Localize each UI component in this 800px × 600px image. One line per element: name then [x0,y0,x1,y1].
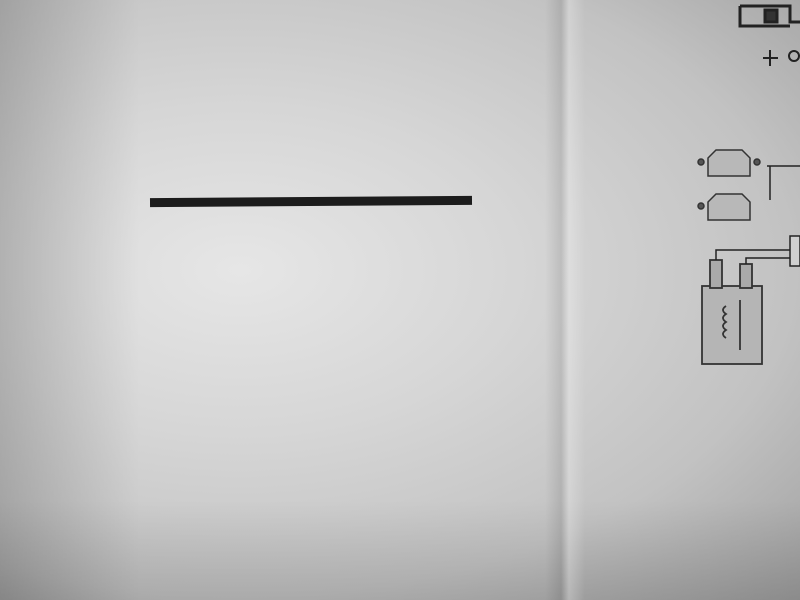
connector-13-shape [698,194,750,220]
page-shadow-bottom [0,500,800,600]
ground-symbol [763,50,799,66]
ignition-coil-shape [702,260,762,364]
top-component-shape [740,6,800,26]
divider-bar [150,196,472,207]
connector-12-shape [698,150,760,176]
wiring-diagram [670,0,800,460]
coil-wires [716,236,800,266]
connector-wires [767,166,800,200]
page-fold [545,0,585,600]
